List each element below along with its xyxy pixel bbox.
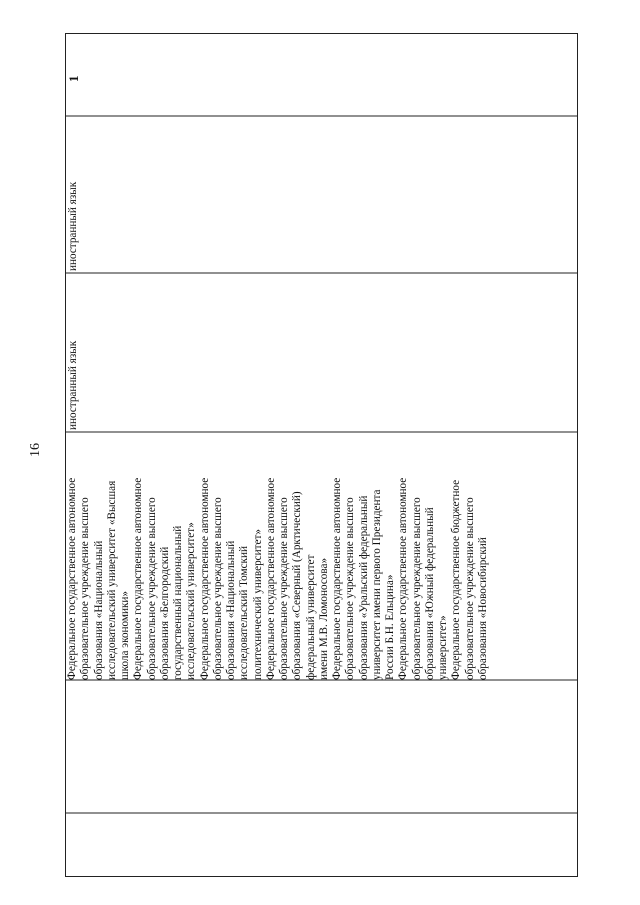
university-line: образовательное учреждение высшего (145, 497, 158, 680)
university-line: государственный национальный (172, 525, 184, 680)
university-line: Федеральное государственное автономное (132, 477, 145, 680)
university-line: Федеральное государственное автономное (264, 477, 277, 680)
university-line: Федеральное государственное автономное (397, 477, 410, 680)
university-list-cell (66, 436, 490, 680)
university-line: образования «Уральский федеральный (357, 495, 370, 680)
university-line: федеральный университет (304, 554, 317, 680)
university-line: образовательное учреждение высшего (278, 497, 290, 680)
university-line: образования «Белгородский (158, 546, 171, 680)
university-line: университет» (437, 615, 449, 680)
university-line: России Б.Н. Ельцина» (384, 574, 396, 680)
subject-text: иностранный язык (67, 181, 79, 271)
university-line: Федеральное государственное бюджетное (450, 479, 463, 680)
university-line: образовательное учреждение высшего (410, 497, 423, 680)
university-line: исследовательский Томский (238, 546, 251, 680)
subject-cell-2 (67, 121, 80, 271)
university-line: образования «Национальный (225, 540, 237, 680)
university-line: университет имени первого Президента (370, 489, 383, 680)
university-line: школа экономики» (119, 591, 131, 680)
university-line: Федеральное государственное автономное (198, 477, 211, 680)
university-line: образования «Южный федеральный (423, 507, 436, 680)
university-line: политехнический университет» (251, 529, 264, 680)
university-line: образовательное учреждение высшего (79, 497, 92, 680)
row-number: 1 (66, 75, 81, 82)
page-number: 16 (28, 443, 43, 457)
university-line: образовательное учреждение высшего (211, 497, 224, 680)
university-line: исследовательский университет» (185, 522, 198, 680)
row-number-cell (67, 42, 80, 82)
university-line: Федеральное государственное автономное (331, 477, 343, 680)
university-line: образования «Национальный (92, 540, 105, 680)
subject-cell-1 (67, 280, 80, 430)
university-line: образовательное учреждение высшего (344, 497, 357, 680)
subject-text: иностранный язык (67, 340, 79, 430)
university-line: образовательное учреждение высшего (463, 497, 476, 680)
university-line: образования «Новосибирский (476, 537, 489, 680)
university-line: Федеральное государственное автономное (66, 477, 78, 680)
university-line: имени М.В. Ломоносова» (317, 557, 330, 680)
university-line: образования «Северный (Арктический) (291, 491, 304, 680)
university-line: исследовательский университет «Высшая (105, 480, 118, 680)
